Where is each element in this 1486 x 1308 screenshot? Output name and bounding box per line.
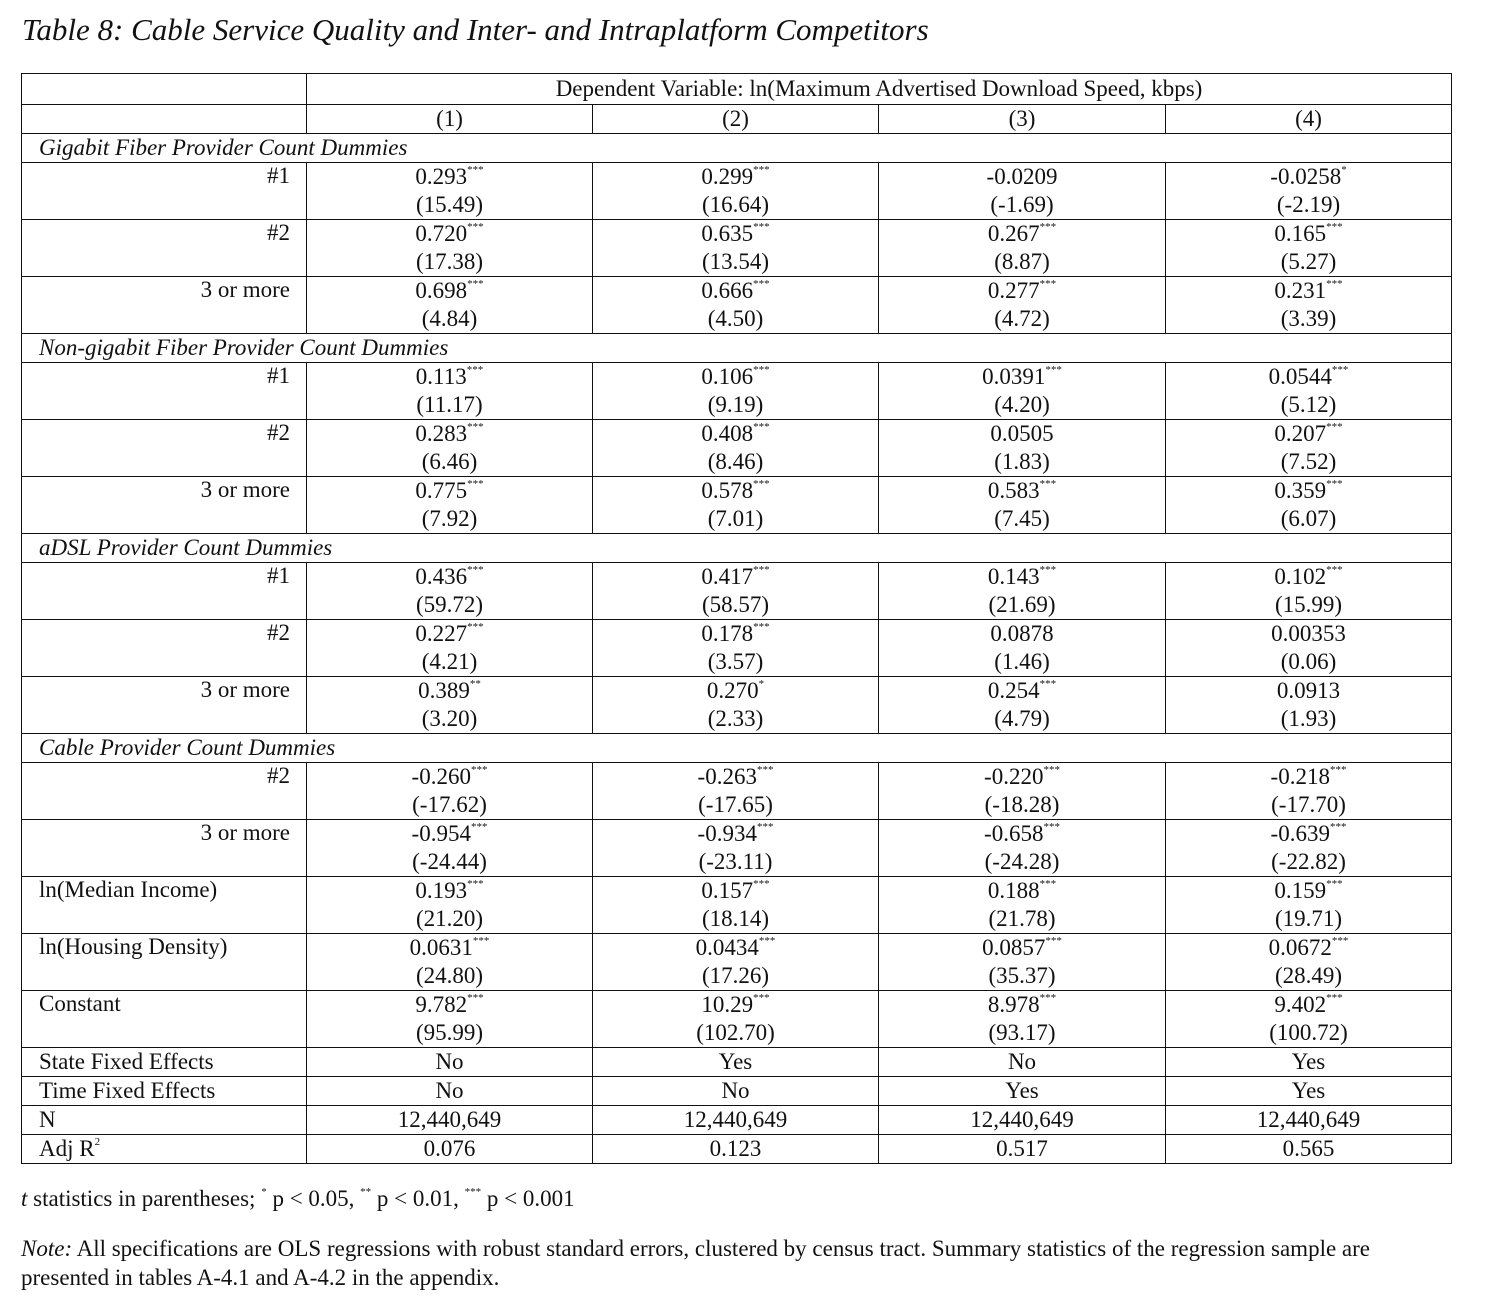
row-label xyxy=(22,1135,307,1164)
coefficient-value: 0.0672 xyxy=(1268,935,1332,960)
coefficient-value: -0.218 xyxy=(1270,764,1330,789)
significance-stars: *** xyxy=(1329,821,1347,833)
row-label: ln(Median Income) xyxy=(22,877,307,934)
significance-stars: *** xyxy=(1331,935,1349,947)
t-statistic-cell: (100.72) xyxy=(1166,1019,1452,1048)
significance-stars: *** xyxy=(1039,478,1057,490)
coefficient-value: -0.658 xyxy=(984,821,1044,846)
significance-stars: *** xyxy=(1045,364,1062,376)
significance-stars: *** xyxy=(758,935,776,947)
significance-stars: *** xyxy=(467,164,484,176)
significance-stars: *** xyxy=(1326,478,1343,490)
coefficient-cell xyxy=(307,420,593,449)
significance-stars: *** xyxy=(1043,821,1060,833)
summary-value-cell: No xyxy=(307,1077,593,1106)
coefficient-value: 0.0391 xyxy=(982,364,1046,389)
t-statistic-cell: (21.78) xyxy=(879,905,1166,934)
t-statistic-cell: (15.49) xyxy=(307,191,593,220)
row-label: 3 or more xyxy=(22,477,307,534)
t-statistic-cell: (19.71) xyxy=(1166,905,1452,934)
coefficient-cell xyxy=(593,363,879,392)
coefficient-cell xyxy=(593,763,879,792)
t-statistic-cell: (95.99) xyxy=(307,1019,593,1048)
significance-stars: *** xyxy=(467,564,484,576)
t-statistic-cell: (-22.82) xyxy=(1166,848,1452,877)
t-statistic-cell: (15.99) xyxy=(1166,591,1452,620)
dependent-variable-header: Dependent Variable: ln(Maximum Advertised Download Speed, kbps) xyxy=(307,74,1452,105)
summary-row xyxy=(22,1077,1452,1106)
t-statistic-cell: (21.20) xyxy=(307,905,593,934)
section-heading-row xyxy=(22,734,1452,763)
coefficient-value: 0.775 xyxy=(415,478,468,503)
coefficient-cell xyxy=(593,620,879,649)
summary-value-cell: No xyxy=(593,1077,879,1106)
coefficient-cell xyxy=(307,820,593,849)
coefficient-cell xyxy=(1166,991,1452,1020)
significance-stars: *** xyxy=(1326,992,1343,1004)
coefficient-cell xyxy=(593,420,879,449)
coefficient-value: 0.578 xyxy=(701,478,754,503)
coefficient-value: 0.113 xyxy=(415,364,467,389)
t-statistic-cell: (17.26) xyxy=(593,962,879,991)
coefficient-cell xyxy=(307,763,593,792)
table-row-coef-row xyxy=(22,277,1452,306)
table-row-coef-row xyxy=(22,220,1452,249)
t-statistic-cell: (6.07) xyxy=(1166,505,1452,534)
t-statistic-cell: (-23.11) xyxy=(593,848,879,877)
summary-value-cell: 0.076 xyxy=(307,1135,593,1164)
coefficient-cell xyxy=(1166,620,1452,649)
significance-stars: *** xyxy=(753,164,770,176)
t-statistic-cell: (13.54) xyxy=(593,248,879,277)
significance-stars: *** xyxy=(1043,764,1060,776)
coefficient-cell xyxy=(1166,420,1452,449)
column-header: (1) xyxy=(307,105,593,134)
section-heading: Non-gigabit Fiber Provider Count Dummies xyxy=(22,334,1452,363)
t-statistic-cell: (1.93) xyxy=(1166,705,1452,734)
t-statistic-cell: (7.92) xyxy=(307,505,593,534)
significance-stars: *** xyxy=(467,621,484,633)
coefficient-cell xyxy=(307,277,593,306)
t-statistic-cell: (-24.44) xyxy=(307,848,593,877)
significance-stars: *** xyxy=(467,878,484,890)
significance-stars: *** xyxy=(753,621,770,633)
coefficient-cell xyxy=(1166,363,1452,392)
summary-value-cell: 12,440,649 xyxy=(593,1106,879,1135)
significance-stars: *** xyxy=(753,421,770,433)
coefficient-cell xyxy=(879,220,1166,249)
section-heading: aDSL Provider Count Dummies xyxy=(22,534,1452,563)
coefficient-cell xyxy=(879,877,1166,906)
significance-stars: *** xyxy=(1326,278,1343,290)
t-statistic-cell: (59.72) xyxy=(307,591,593,620)
coefficient-value: 0.408 xyxy=(701,421,754,446)
coefficient-value: 0.698 xyxy=(415,278,468,303)
t-statistic-cell: (8.46) xyxy=(593,448,879,477)
summary-row xyxy=(22,1106,1452,1135)
dependent-variable-row xyxy=(22,74,1452,105)
coefficient-cell xyxy=(307,220,593,249)
section-heading-row xyxy=(22,534,1452,563)
coefficient-cell xyxy=(593,163,879,192)
column-header: (2) xyxy=(593,105,879,134)
section-heading: Cable Provider Count Dummies xyxy=(22,734,1452,763)
table-title: Table 8: Cable Service Quality and Inter- and Intraplatform Competitors xyxy=(22,12,929,47)
t-statistic-cell: (7.45) xyxy=(879,505,1166,534)
t-statistic-cell: (-2.19) xyxy=(1166,191,1452,220)
table-row-coef-row xyxy=(22,563,1452,592)
row-label: #2 xyxy=(22,620,307,677)
coefficient-value: 0.635 xyxy=(701,221,754,246)
coefficient-value: -0.934 xyxy=(697,821,757,846)
coefficient-value: 0.583 xyxy=(987,478,1040,503)
summary-value-cell: No xyxy=(879,1048,1166,1077)
coefficient-value: 0.0434 xyxy=(695,935,759,960)
coefficient-value: 0.277 xyxy=(987,278,1040,303)
coefficient-cell xyxy=(593,220,879,249)
significance-stars: *** xyxy=(1326,221,1343,233)
control-row-coef-row xyxy=(22,877,1452,906)
significance-stars: *** xyxy=(1326,878,1343,890)
t-statistic-cell: (5.27) xyxy=(1166,248,1452,277)
coefficient-cell xyxy=(879,420,1166,449)
row-label: ln(Housing Density) xyxy=(22,934,307,991)
summary-value-cell: 12,440,649 xyxy=(307,1106,593,1135)
coefficient-value: 0.0544 xyxy=(1268,364,1332,389)
coefficient-value: 0.293 xyxy=(415,164,468,189)
coefficient-cell xyxy=(879,820,1166,849)
row-label-superscript: 2 xyxy=(94,1136,101,1148)
coefficient-cell xyxy=(307,163,593,192)
table-row-coef-row xyxy=(22,677,1452,706)
coefficient-cell xyxy=(879,477,1166,506)
significance-stars: *** xyxy=(753,221,770,233)
row-label: #2 xyxy=(22,220,307,277)
t-statistic-cell: (7.01) xyxy=(593,505,879,534)
coefficient-value: -0.0209 xyxy=(986,164,1058,189)
coefficient-value: 0.267 xyxy=(987,221,1040,246)
t-statistic-cell: (8.87) xyxy=(879,248,1166,277)
t-statistic-cell: (58.57) xyxy=(593,591,879,620)
t-statistic-cell: (2.33) xyxy=(593,705,879,734)
t-statistic-cell: (-17.70) xyxy=(1166,791,1452,820)
significance-stars: *** xyxy=(467,278,484,290)
significance-stars: *** xyxy=(472,935,490,947)
significance-stars: *** xyxy=(753,992,770,1004)
t-statistic-cell: (1.46) xyxy=(879,648,1166,677)
significance-stars: *** xyxy=(467,221,484,233)
coefficient-value: 0.227 xyxy=(415,621,468,646)
significance-stars: *** xyxy=(467,478,484,490)
coefficient-value: 9.782 xyxy=(415,992,468,1017)
summary-row xyxy=(22,1135,1452,1164)
significance-stars: *** xyxy=(1039,678,1057,690)
coefficient-value: 0.106 xyxy=(701,364,754,389)
coefficient-value: 0.254 xyxy=(987,678,1040,703)
control-row-coef-row xyxy=(22,934,1452,963)
coefficient-cell xyxy=(879,163,1166,192)
row-label: #1 xyxy=(22,163,307,220)
row-label: 3 or more xyxy=(22,277,307,334)
coefficient-cell xyxy=(879,620,1166,649)
summary-value-cell: No xyxy=(307,1048,593,1077)
coefficient-cell xyxy=(593,563,879,592)
t-statistic-cell: (1.83) xyxy=(879,448,1166,477)
t-statistic-cell: (28.49) xyxy=(1166,962,1452,991)
t-statistic-cell: (4.21) xyxy=(307,648,593,677)
coefficient-value: 0.359 xyxy=(1274,478,1327,503)
coefficient-cell xyxy=(307,563,593,592)
coefficient-cell xyxy=(307,877,593,906)
t-statistic-cell: (3.39) xyxy=(1166,305,1452,334)
coefficient-value: 9.402 xyxy=(1274,992,1327,1017)
row-label xyxy=(22,1077,307,1106)
column-header: (3) xyxy=(879,105,1166,134)
coefficient-value: 0.188 xyxy=(987,878,1040,903)
summary-value-cell: Yes xyxy=(879,1077,1166,1106)
coefficient-cell xyxy=(1166,220,1452,249)
coefficient-value: 0.0505 xyxy=(990,421,1054,446)
section-heading: Gigabit Fiber Provider Count Dummies xyxy=(22,134,1452,163)
coefficient-value: 0.666 xyxy=(701,278,754,303)
significance-stars: *** xyxy=(467,421,484,433)
t-statistic-cell: (4.72) xyxy=(879,305,1166,334)
coefficient-cell xyxy=(879,277,1166,306)
significance-stars: *** xyxy=(1045,935,1062,947)
t-statistic-cell: (0.06) xyxy=(1166,648,1452,677)
t-statistic-cell: (18.14) xyxy=(593,905,879,934)
significance-stars: * xyxy=(758,678,765,690)
coefficient-value: -0.260 xyxy=(411,764,471,789)
coefficient-value: 0.193 xyxy=(415,878,468,903)
significance-stars: *** xyxy=(470,764,488,776)
table-row-coef-row xyxy=(22,163,1452,192)
significance-stars: *** xyxy=(753,564,770,576)
t-statistic-cell: (-1.69) xyxy=(879,191,1166,220)
t-statistic-cell: (21.69) xyxy=(879,591,1166,620)
coefficient-cell xyxy=(307,363,593,392)
coefficient-value: 0.0913 xyxy=(1276,678,1341,703)
coefficient-cell xyxy=(593,277,879,306)
significance-stars: *** xyxy=(467,992,484,1004)
t-statistic-cell: (24.80) xyxy=(307,962,593,991)
coefficient-value: -0.639 xyxy=(1270,821,1330,846)
t-statistic-cell: (4.50) xyxy=(593,305,879,334)
coefficient-value: 0.157 xyxy=(701,878,754,903)
row-label-text: Time Fixed Effects xyxy=(39,1078,216,1103)
t-statistic-cell: (11.17) xyxy=(307,391,593,420)
regression-table xyxy=(21,73,1452,1164)
coefficient-value: -0.954 xyxy=(411,821,471,846)
coefficient-value: -0.263 xyxy=(697,764,757,789)
row-label: #1 xyxy=(22,363,307,420)
coefficient-value: 0.720 xyxy=(415,221,468,246)
summary-value-cell: 12,440,649 xyxy=(1166,1106,1452,1135)
significance-stars: *** xyxy=(756,764,774,776)
header-blank-cell xyxy=(22,74,307,105)
t-statistic-cell: (-17.62) xyxy=(307,791,593,820)
coefficient-value: 0.165 xyxy=(1274,221,1327,246)
significance-stars: *** xyxy=(470,821,488,833)
significance-stars: ** xyxy=(469,678,481,690)
table-row-coef-row xyxy=(22,620,1452,649)
t-statistic-cell: (-17.65) xyxy=(593,791,879,820)
coefficient-value: 0.102 xyxy=(1274,564,1327,589)
coefficient-value: 0.178 xyxy=(701,621,754,646)
coefficient-cell xyxy=(593,477,879,506)
coefficient-cell xyxy=(879,991,1166,1020)
coefficient-cell xyxy=(879,363,1166,392)
significance-stars: *** xyxy=(1329,764,1347,776)
row-label-text: Adj R xyxy=(39,1136,95,1161)
table-row-coef-row xyxy=(22,820,1452,849)
row-label xyxy=(22,1106,307,1135)
t-statistic-cell: (-24.28) xyxy=(879,848,1166,877)
coefficient-cell xyxy=(879,563,1166,592)
coefficient-cell xyxy=(879,763,1166,792)
section-heading-row xyxy=(22,134,1452,163)
t-statistic-cell: (6.46) xyxy=(307,448,593,477)
coefficient-cell xyxy=(1166,877,1452,906)
coefficient-value: -0.220 xyxy=(984,764,1044,789)
coefficient-cell xyxy=(307,934,593,963)
table-row-coef-row xyxy=(22,477,1452,506)
coefficient-value: 0.270 xyxy=(706,678,759,703)
coefficient-cell xyxy=(1166,477,1452,506)
coefficient-cell xyxy=(879,934,1166,963)
significance-stars: * xyxy=(1341,164,1347,176)
section-heading-row xyxy=(22,334,1452,363)
significance-stars: *** xyxy=(1039,878,1057,890)
coefficient-value: 0.389 xyxy=(418,678,470,703)
coefficient-cell xyxy=(593,991,879,1020)
t-statistic-cell: (7.52) xyxy=(1166,448,1452,477)
row-label-text: State Fixed Effects xyxy=(39,1049,214,1074)
t-statistic-cell: (5.12) xyxy=(1166,391,1452,420)
summary-value-cell: Yes xyxy=(1166,1048,1452,1077)
significance-stars: *** xyxy=(1039,564,1057,576)
coefficient-value: 10.29 xyxy=(701,992,754,1017)
coefficient-value: 0.0631 xyxy=(409,935,473,960)
coefficient-value: 8.978 xyxy=(987,992,1040,1017)
significance-stars: *** xyxy=(1039,992,1057,1004)
coefficient-cell xyxy=(593,677,879,706)
t-statistic-cell: (-18.28) xyxy=(879,791,1166,820)
significance-stars: *** xyxy=(1039,221,1057,233)
row-label xyxy=(22,1048,307,1077)
significance-stars: *** xyxy=(753,278,770,290)
coefficient-value: 0.207 xyxy=(1274,421,1327,446)
coefficient-value: -0.0258 xyxy=(1270,164,1342,189)
coefficient-cell xyxy=(1166,677,1452,706)
coefficient-cell xyxy=(1166,277,1452,306)
coefficient-cell xyxy=(1166,563,1452,592)
coefficient-value: 0.283 xyxy=(415,421,468,446)
coefficient-value: 0.417 xyxy=(701,564,754,589)
significance-footnote: t statistics in parentheses; * p < 0.05, ** p < 0.01, *** p < 0.001 xyxy=(21,1186,575,1211)
coefficient-value: 0.0878 xyxy=(990,621,1054,646)
coefficient-cell xyxy=(307,477,593,506)
coefficient-cell xyxy=(593,820,879,849)
significance-stars: *** xyxy=(756,821,774,833)
coefficient-cell xyxy=(307,677,593,706)
header-blank-cell xyxy=(22,105,307,134)
coefficient-cell xyxy=(307,991,593,1020)
significance-stars: *** xyxy=(1331,364,1349,376)
t-statistic-cell: (3.20) xyxy=(307,705,593,734)
coefficient-cell xyxy=(1166,163,1452,192)
t-statistic-cell: (16.64) xyxy=(593,191,879,220)
table-row-coef-row xyxy=(22,763,1452,792)
coefficient-cell xyxy=(1166,763,1452,792)
table-row-coef-row xyxy=(22,363,1452,392)
t-statistic-cell: (102.70) xyxy=(593,1019,879,1048)
summary-value-cell: Yes xyxy=(1166,1077,1452,1106)
table-row-coef-row xyxy=(22,420,1452,449)
significance-stars: *** xyxy=(753,478,770,490)
coefficient-cell xyxy=(593,877,879,906)
significance-stars: *** xyxy=(753,878,770,890)
summary-value-cell: 0.123 xyxy=(593,1135,879,1164)
coefficient-value: 0.00353 xyxy=(1271,621,1346,646)
coefficient-value: 0.436 xyxy=(415,564,468,589)
summary-row xyxy=(22,1048,1452,1077)
t-statistic-cell: (17.38) xyxy=(307,248,593,277)
row-label: #1 xyxy=(22,563,307,620)
row-label: #2 xyxy=(22,763,307,820)
summary-value-cell: Yes xyxy=(593,1048,879,1077)
coefficient-value: 0.0857 xyxy=(982,935,1046,960)
significance-stars: *** xyxy=(1326,421,1343,433)
row-label: 3 or more xyxy=(22,677,307,734)
t-statistic-cell: (9.19) xyxy=(593,391,879,420)
significance-stars: *** xyxy=(1326,564,1343,576)
coefficient-value: 0.159 xyxy=(1274,878,1327,903)
significance-stars: *** xyxy=(466,364,484,376)
coefficient-cell xyxy=(593,934,879,963)
row-label: Constant xyxy=(22,991,307,1048)
control-row-coef-row xyxy=(22,991,1452,1020)
row-label: #2 xyxy=(22,420,307,477)
coefficient-cell xyxy=(1166,934,1452,963)
summary-value-cell: 12,440,649 xyxy=(879,1106,1166,1135)
t-statistic-cell: (3.57) xyxy=(593,648,879,677)
t-statistic-cell: (35.37) xyxy=(879,962,1166,991)
column-header-row xyxy=(22,105,1452,134)
coefficient-value: 0.299 xyxy=(701,164,754,189)
row-label: 3 or more xyxy=(22,820,307,877)
coefficient-value: 0.143 xyxy=(987,564,1040,589)
significance-stars: *** xyxy=(1039,278,1057,290)
coefficient-value: 0.231 xyxy=(1274,278,1327,303)
t-statistic-cell: (4.84) xyxy=(307,305,593,334)
significance-stars: *** xyxy=(753,364,770,376)
t-statistic-cell: (4.79) xyxy=(879,705,1166,734)
summary-value-cell: 0.565 xyxy=(1166,1135,1452,1164)
t-statistic-cell: (93.17) xyxy=(879,1019,1166,1048)
column-header: (4) xyxy=(1166,105,1452,134)
row-label-text: N xyxy=(39,1107,56,1132)
table-note: Note: All specifications are OLS regressions with robust standard errors, clustered by census tract. Summary statistics of the regression sample are presented in tables A-4.1 and A-4.2 in the appendix. xyxy=(21,1236,1370,1290)
coefficient-cell xyxy=(307,620,593,649)
coefficient-cell xyxy=(1166,820,1452,849)
t-statistic-cell: (4.20) xyxy=(879,391,1166,420)
summary-value-cell: 0.517 xyxy=(879,1135,1166,1164)
coefficient-cell xyxy=(879,677,1166,706)
